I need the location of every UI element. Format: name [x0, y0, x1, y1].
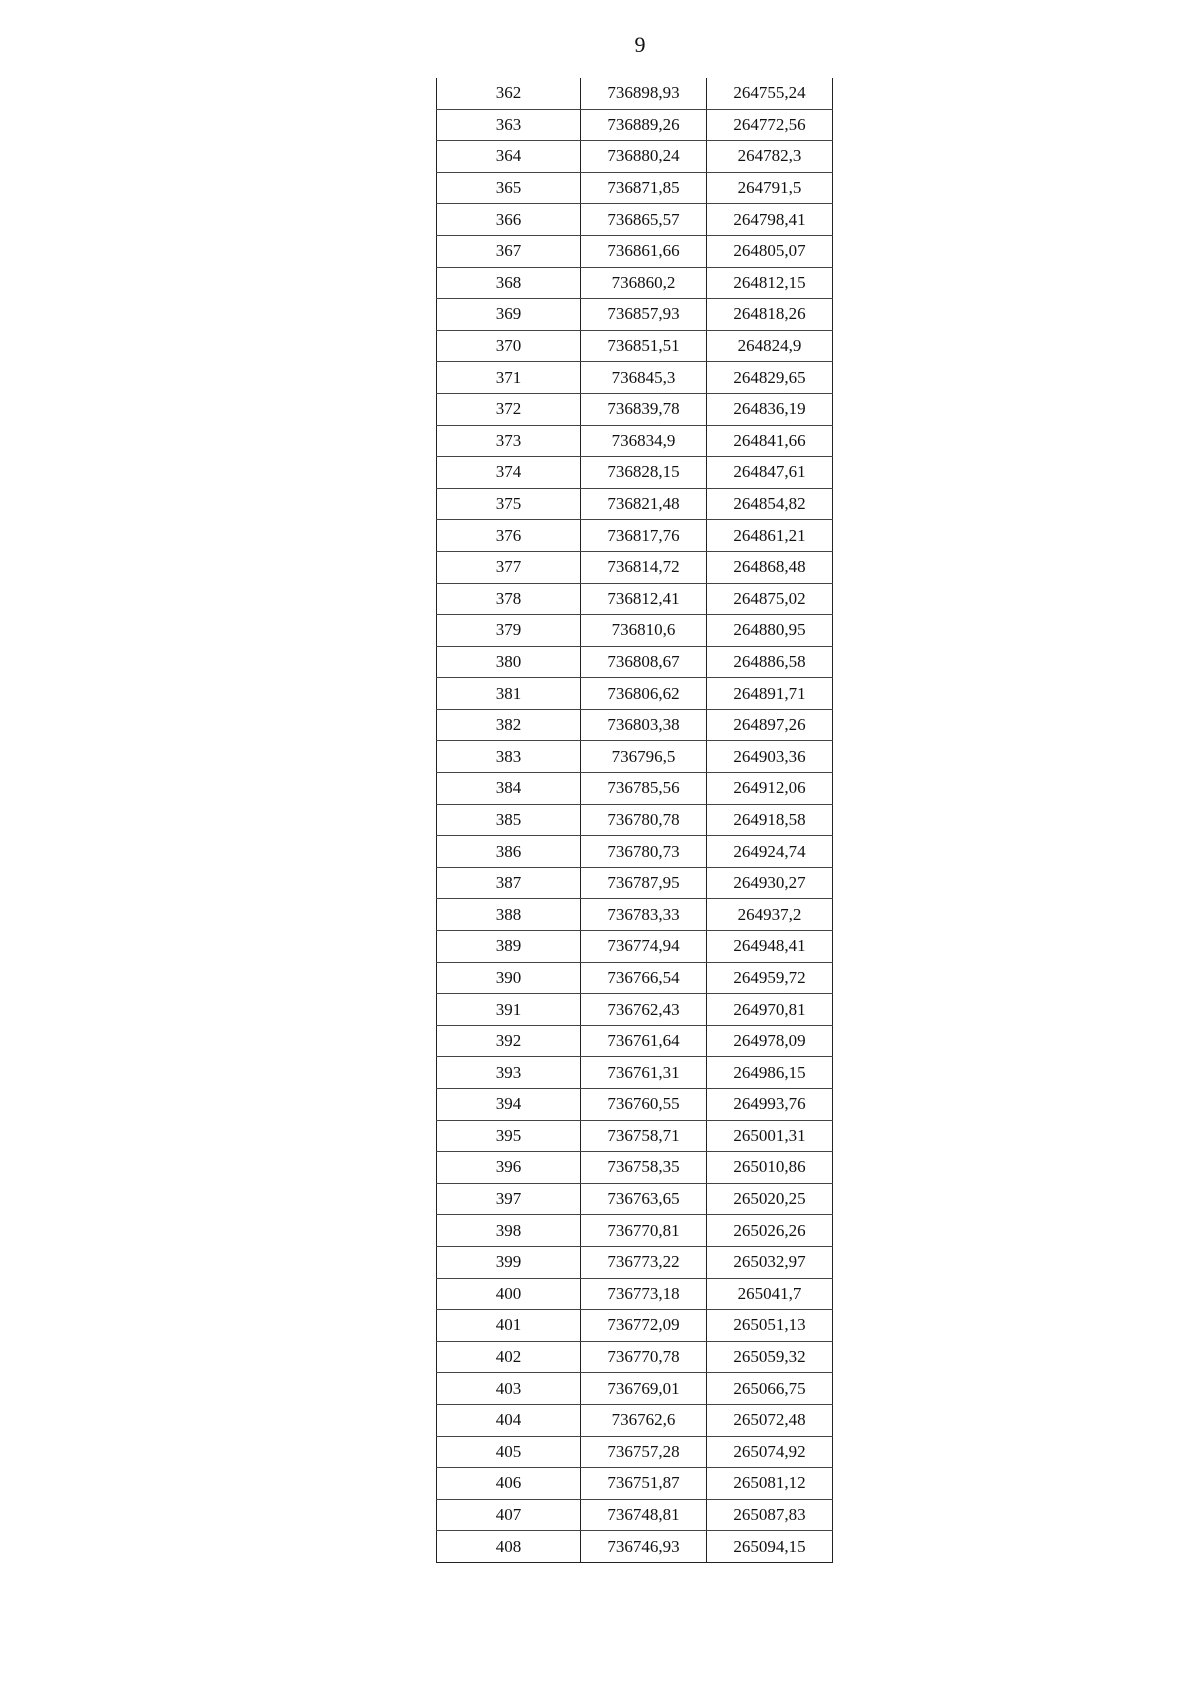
point-number-cell: 389: [437, 931, 581, 963]
y-coordinate-cell: 264918,58: [707, 804, 833, 836]
table-row: [437, 109, 833, 141]
table-row: [437, 1089, 833, 1121]
y-coordinate-cell: 264829,65: [707, 362, 833, 394]
x-coordinate-cell: 736803,38: [581, 709, 707, 741]
y-coordinate-cell: 265087,83: [707, 1499, 833, 1531]
y-coordinate-cell: 265010,86: [707, 1152, 833, 1184]
table-row: [437, 1215, 833, 1247]
point-number-cell: 366: [437, 204, 581, 236]
y-coordinate-cell: 264791,5: [707, 172, 833, 204]
table-row: [437, 1499, 833, 1531]
table-row: [437, 488, 833, 520]
point-number-cell: 391: [437, 994, 581, 1026]
x-coordinate-cell: 736865,57: [581, 204, 707, 236]
point-number-cell: 363: [437, 109, 581, 141]
point-number-cell: 408: [437, 1531, 581, 1563]
table-row: [437, 1531, 833, 1563]
point-number-cell: 373: [437, 425, 581, 457]
x-coordinate-cell: 736780,73: [581, 836, 707, 868]
y-coordinate-cell: 264854,82: [707, 488, 833, 520]
y-coordinate-cell: 264959,72: [707, 962, 833, 994]
point-number-cell: 379: [437, 615, 581, 647]
point-number-cell: 375: [437, 488, 581, 520]
table-row: [437, 615, 833, 647]
y-coordinate-cell: 264841,66: [707, 425, 833, 457]
y-coordinate-cell: 264868,48: [707, 551, 833, 583]
point-number-cell: 395: [437, 1120, 581, 1152]
x-coordinate-cell: 736770,81: [581, 1215, 707, 1247]
point-number-cell: 380: [437, 646, 581, 678]
x-coordinate-cell: 736763,65: [581, 1183, 707, 1215]
x-coordinate-cell: 736746,93: [581, 1531, 707, 1563]
x-coordinate-cell: 736814,72: [581, 551, 707, 583]
table-row: [437, 330, 833, 362]
x-coordinate-cell: 736783,33: [581, 899, 707, 931]
table-row: [437, 899, 833, 931]
point-number-cell: 407: [437, 1499, 581, 1531]
point-number-cell: 398: [437, 1215, 581, 1247]
coordinates-table-body: [437, 78, 833, 1562]
x-coordinate-cell: 736761,64: [581, 1025, 707, 1057]
point-number-cell: 403: [437, 1373, 581, 1405]
x-coordinate-cell: 736828,15: [581, 457, 707, 489]
point-number-cell: 402: [437, 1341, 581, 1373]
point-number-cell: 383: [437, 741, 581, 773]
point-number-cell: 381: [437, 678, 581, 710]
x-coordinate-cell: 736774,94: [581, 931, 707, 963]
point-number-cell: 367: [437, 235, 581, 267]
point-number-cell: 399: [437, 1246, 581, 1278]
point-number-cell: 390: [437, 962, 581, 994]
y-coordinate-cell: 264861,21: [707, 520, 833, 552]
table-row: [437, 78, 833, 109]
point-number-cell: 400: [437, 1278, 581, 1310]
y-coordinate-cell: 265041,7: [707, 1278, 833, 1310]
x-coordinate-cell: 736796,5: [581, 741, 707, 773]
y-coordinate-cell: 264978,09: [707, 1025, 833, 1057]
x-coordinate-cell: 736758,71: [581, 1120, 707, 1152]
y-coordinate-cell: 265026,26: [707, 1215, 833, 1247]
y-coordinate-cell: 264930,27: [707, 867, 833, 899]
point-number-cell: 371: [437, 362, 581, 394]
table-row: [437, 583, 833, 615]
x-coordinate-cell: 736748,81: [581, 1499, 707, 1531]
table-row: [437, 520, 833, 552]
point-number-cell: 393: [437, 1057, 581, 1089]
table-row: [437, 1341, 833, 1373]
x-coordinate-cell: 736839,78: [581, 393, 707, 425]
table-row: [437, 1373, 833, 1405]
y-coordinate-cell: 264886,58: [707, 646, 833, 678]
y-coordinate-cell: 264993,76: [707, 1089, 833, 1121]
table-row: [437, 299, 833, 331]
point-number-cell: 376: [437, 520, 581, 552]
table-row: [437, 1120, 833, 1152]
table-row: [437, 1025, 833, 1057]
y-coordinate-cell: 264836,19: [707, 393, 833, 425]
point-number-cell: 368: [437, 267, 581, 299]
table-row: [437, 1404, 833, 1436]
x-coordinate-cell: 736898,93: [581, 78, 707, 109]
table-row: [437, 709, 833, 741]
point-number-cell: 386: [437, 836, 581, 868]
y-coordinate-cell: 264986,15: [707, 1057, 833, 1089]
point-number-cell: 362: [437, 78, 581, 109]
table-row: [437, 804, 833, 836]
y-coordinate-cell: 264818,26: [707, 299, 833, 331]
y-coordinate-cell: 264897,26: [707, 709, 833, 741]
table-row: [437, 551, 833, 583]
point-number-cell: 378: [437, 583, 581, 615]
y-coordinate-cell: 264824,9: [707, 330, 833, 362]
point-number-cell: 377: [437, 551, 581, 583]
x-coordinate-cell: 736758,35: [581, 1152, 707, 1184]
y-coordinate-cell: 264812,15: [707, 267, 833, 299]
table-row: [437, 1183, 833, 1215]
y-coordinate-cell: 264772,56: [707, 109, 833, 141]
point-number-cell: 404: [437, 1404, 581, 1436]
x-coordinate-cell: 736770,78: [581, 1341, 707, 1373]
table-row: [437, 204, 833, 236]
point-number-cell: 372: [437, 393, 581, 425]
point-number-cell: 392: [437, 1025, 581, 1057]
point-number-cell: 384: [437, 773, 581, 805]
table-row: [437, 646, 833, 678]
point-number-cell: 397: [437, 1183, 581, 1215]
point-number-cell: 387: [437, 867, 581, 899]
point-number-cell: 364: [437, 141, 581, 173]
table-row: [437, 994, 833, 1026]
x-coordinate-cell: 736810,6: [581, 615, 707, 647]
x-coordinate-cell: 736769,01: [581, 1373, 707, 1405]
y-coordinate-cell: 265066,75: [707, 1373, 833, 1405]
table-row: [437, 741, 833, 773]
x-coordinate-cell: 736845,3: [581, 362, 707, 394]
y-coordinate-cell: 264755,24: [707, 78, 833, 109]
table-row: [437, 267, 833, 299]
x-coordinate-cell: 736880,24: [581, 141, 707, 173]
table-row: [437, 962, 833, 994]
table-row: [437, 141, 833, 173]
y-coordinate-cell: 264970,81: [707, 994, 833, 1026]
x-coordinate-cell: 736757,28: [581, 1436, 707, 1468]
point-number-cell: 369: [437, 299, 581, 331]
y-coordinate-cell: 265020,25: [707, 1183, 833, 1215]
table-row: [437, 1436, 833, 1468]
point-number-cell: 374: [437, 457, 581, 489]
table-row: [437, 1152, 833, 1184]
y-coordinate-cell: 265032,97: [707, 1246, 833, 1278]
point-number-cell: 401: [437, 1310, 581, 1342]
page-number: 9: [634, 32, 646, 57]
x-coordinate-cell: 736860,2: [581, 267, 707, 299]
x-coordinate-cell: 736772,09: [581, 1310, 707, 1342]
x-coordinate-cell: 736773,18: [581, 1278, 707, 1310]
point-number-cell: 365: [437, 172, 581, 204]
table-row: [437, 235, 833, 267]
point-number-cell: 388: [437, 899, 581, 931]
y-coordinate-cell: 265072,48: [707, 1404, 833, 1436]
x-coordinate-cell: 736773,22: [581, 1246, 707, 1278]
y-coordinate-cell: 264875,02: [707, 583, 833, 615]
x-coordinate-cell: 736751,87: [581, 1468, 707, 1500]
x-coordinate-cell: 736817,76: [581, 520, 707, 552]
y-coordinate-cell: 265051,13: [707, 1310, 833, 1342]
x-coordinate-cell: 736761,31: [581, 1057, 707, 1089]
table-row: [437, 1310, 833, 1342]
point-number-cell: 382: [437, 709, 581, 741]
point-number-cell: 405: [437, 1436, 581, 1468]
y-coordinate-cell: 264912,06: [707, 773, 833, 805]
x-coordinate-cell: 736834,9: [581, 425, 707, 457]
y-coordinate-cell: 264847,61: [707, 457, 833, 489]
x-coordinate-cell: 736787,95: [581, 867, 707, 899]
table-row: [437, 678, 833, 710]
table-row: [437, 1057, 833, 1089]
point-number-cell: 406: [437, 1468, 581, 1500]
table-row: [437, 773, 833, 805]
x-coordinate-cell: 736808,67: [581, 646, 707, 678]
x-coordinate-cell: 736806,62: [581, 678, 707, 710]
point-number-cell: 394: [437, 1089, 581, 1121]
x-coordinate-cell: 736857,93: [581, 299, 707, 331]
table-row: [437, 393, 833, 425]
table-row: [437, 172, 833, 204]
x-coordinate-cell: 736821,48: [581, 488, 707, 520]
x-coordinate-cell: 736760,55: [581, 1089, 707, 1121]
y-coordinate-cell: 265081,12: [707, 1468, 833, 1500]
x-coordinate-cell: 736762,6: [581, 1404, 707, 1436]
table-row: [437, 1246, 833, 1278]
coordinates-table: [436, 78, 833, 1563]
table-row: [437, 836, 833, 868]
table-row: [437, 1468, 833, 1500]
x-coordinate-cell: 736812,41: [581, 583, 707, 615]
y-coordinate-cell: 264782,3: [707, 141, 833, 173]
x-coordinate-cell: 736766,54: [581, 962, 707, 994]
x-coordinate-cell: 736785,56: [581, 773, 707, 805]
x-coordinate-cell: 736871,85: [581, 172, 707, 204]
x-coordinate-cell: 736762,43: [581, 994, 707, 1026]
point-number-cell: 385: [437, 804, 581, 836]
y-coordinate-cell: 264805,07: [707, 235, 833, 267]
x-coordinate-cell: 736861,66: [581, 235, 707, 267]
x-coordinate-cell: 736851,51: [581, 330, 707, 362]
y-coordinate-cell: 264903,36: [707, 741, 833, 773]
table-row: [437, 931, 833, 963]
table-row: [437, 425, 833, 457]
y-coordinate-cell: 264937,2: [707, 899, 833, 931]
table-row: [437, 362, 833, 394]
y-coordinate-cell: 265001,31: [707, 1120, 833, 1152]
table-row: [437, 1278, 833, 1310]
point-number-cell: 396: [437, 1152, 581, 1184]
x-coordinate-cell: 736889,26: [581, 109, 707, 141]
table-row: [437, 867, 833, 899]
y-coordinate-cell: 264798,41: [707, 204, 833, 236]
y-coordinate-cell: 264880,95: [707, 615, 833, 647]
y-coordinate-cell: 264948,41: [707, 931, 833, 963]
y-coordinate-cell: 264891,71: [707, 678, 833, 710]
point-number-cell: 370: [437, 330, 581, 362]
y-coordinate-cell: 265074,92: [707, 1436, 833, 1468]
y-coordinate-cell: 265059,32: [707, 1341, 833, 1373]
x-coordinate-cell: 736780,78: [581, 804, 707, 836]
table-row: [437, 457, 833, 489]
y-coordinate-cell: 265094,15: [707, 1531, 833, 1563]
y-coordinate-cell: 264924,74: [707, 836, 833, 868]
